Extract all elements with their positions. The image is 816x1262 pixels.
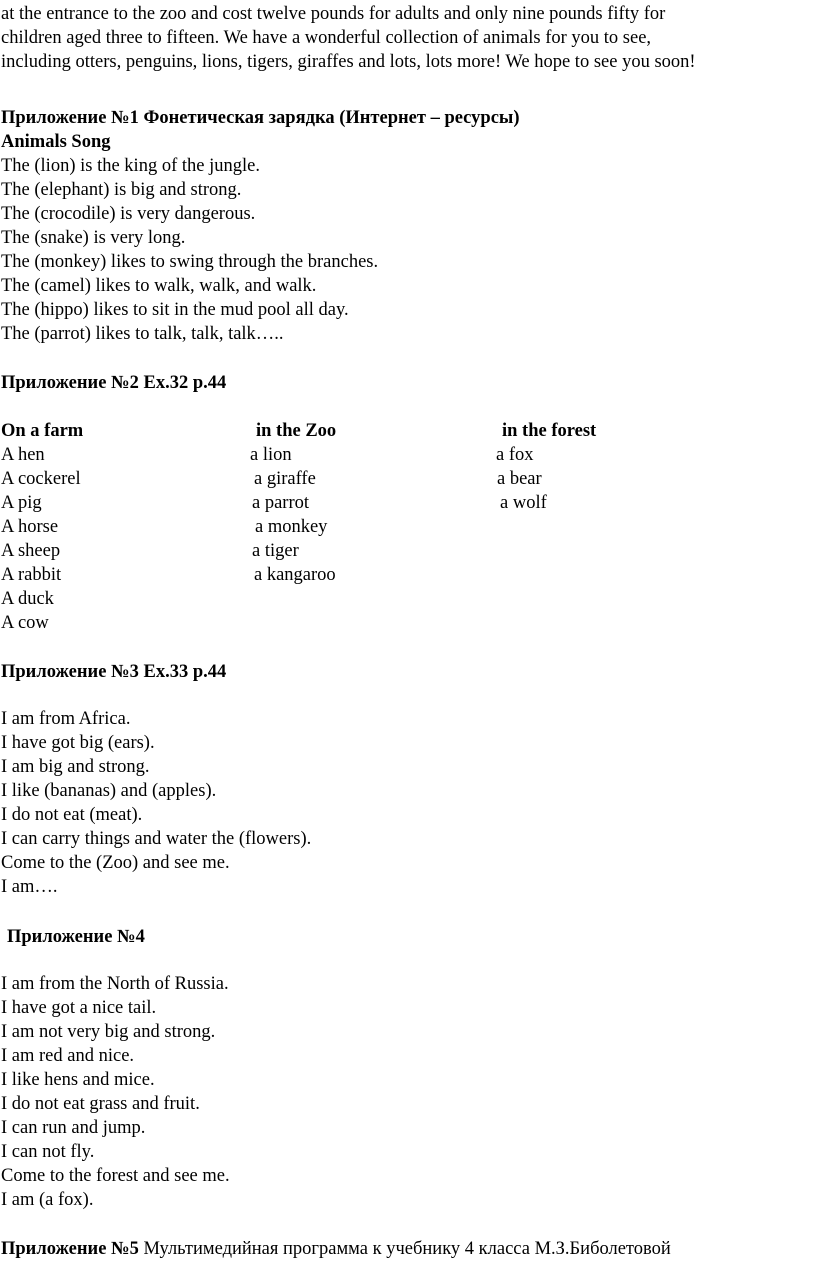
farm-animal: A cow <box>1 613 49 633</box>
song-line: The (lion) is the king of the jungle. <box>1 156 260 176</box>
song-line: The (camel) likes to walk, walk, and walk. <box>1 276 317 296</box>
intro-line: children aged three to fifteen. We have a wonderful collection of animals for you to see, <box>1 28 652 48</box>
riddle-line: I like (bananas) and (apples). <box>1 781 217 801</box>
riddle-line: I am…. <box>1 877 58 897</box>
riddle-line: I can run and jump. <box>1 1118 146 1138</box>
appendix5-line <box>1 1237 671 1261</box>
riddle-line: I am not very big and strong. <box>1 1022 216 1042</box>
riddle-line: I am (a fox). <box>1 1190 94 1210</box>
farm-animal: A pig <box>1 493 42 513</box>
farm-animal: A hen <box>1 445 45 465</box>
riddle-line: I am from the North of Russia. <box>1 974 229 994</box>
farm-animal: A horse <box>1 517 59 537</box>
appendix5-heading: Приложение №5 <box>1 1239 139 1259</box>
appendix2-heading: Приложение №2 Ex.32 p.44 <box>1 373 227 393</box>
song-line: The (crocodile) is very dangerous. <box>1 204 256 224</box>
farm-animal: A duck <box>1 589 54 609</box>
zoo-animal: a tiger <box>252 541 299 561</box>
appendix5-text: Мультимедийная программа к учебнику 4 класса М.З.Биболетовой <box>143 1239 671 1259</box>
riddle-line: Come to the (Zoo) and see me. <box>1 853 230 873</box>
riddle-line: I am big and strong. <box>1 757 150 777</box>
riddle-line: I have got big (ears). <box>1 733 155 753</box>
song-line: The (parrot) likes to talk, talk, talk….. <box>1 324 284 344</box>
riddle-line: I am from Africa. <box>1 709 131 729</box>
farm-animal: A cockerel <box>1 469 81 489</box>
riddle-line: Come to the forest and see me. <box>1 1166 230 1186</box>
column-header-forest: in the forest <box>502 421 597 441</box>
zoo-animal: a lion <box>250 445 292 465</box>
zoo-animal: a monkey <box>255 517 328 537</box>
appendix4-heading: Приложение №4 <box>7 927 145 947</box>
intro-line: at the entrance to the zoo and cost twelve pounds for adults and only nine pounds fifty for <box>1 4 666 24</box>
forest-animal: a wolf <box>500 493 547 513</box>
riddle-line: I can carry things and water the (flowers). <box>1 829 312 849</box>
farm-animal: A sheep <box>1 541 61 561</box>
riddle-line: I do not eat grass and fruit. <box>1 1094 200 1114</box>
song-line: The (snake) is very long. <box>1 228 186 248</box>
zoo-animal: a parrot <box>252 493 310 513</box>
appendix3-heading: Приложение №3 Ex.33 p.44 <box>1 662 227 682</box>
riddle-line: I have got a nice tail. <box>1 998 157 1018</box>
riddle-line: I can not fly. <box>1 1142 95 1162</box>
zoo-animal: a giraffe <box>254 469 316 489</box>
farm-animal: A rabbit <box>1 565 62 585</box>
column-header-zoo: in the Zoo <box>256 421 337 441</box>
intro-line: including otters, penguins, lions, tigers, giraffes and lots, lots more! We hope to see you soon! <box>1 52 696 72</box>
song-line: The (elephant) is big and strong. <box>1 180 242 200</box>
forest-animal: a fox <box>496 445 534 465</box>
riddle-line: I do not eat (meat). <box>1 805 143 825</box>
song-line: The (monkey) likes to swing through the branches. <box>1 252 379 272</box>
song-title: Animals Song <box>1 132 111 152</box>
song-line: The (hippo) likes to sit in the mud pool all day. <box>1 300 349 320</box>
appendix1-heading: Приложение №1 Фонетическая зарядка (Интернет – ресурсы) <box>1 108 520 128</box>
forest-animal: a bear <box>497 469 542 489</box>
riddle-line: I am red and nice. <box>1 1046 135 1066</box>
column-header-farm: On a farm <box>1 421 84 441</box>
zoo-animal: a kangaroo <box>254 565 336 585</box>
riddle-line: I like hens and mice. <box>1 1070 155 1090</box>
